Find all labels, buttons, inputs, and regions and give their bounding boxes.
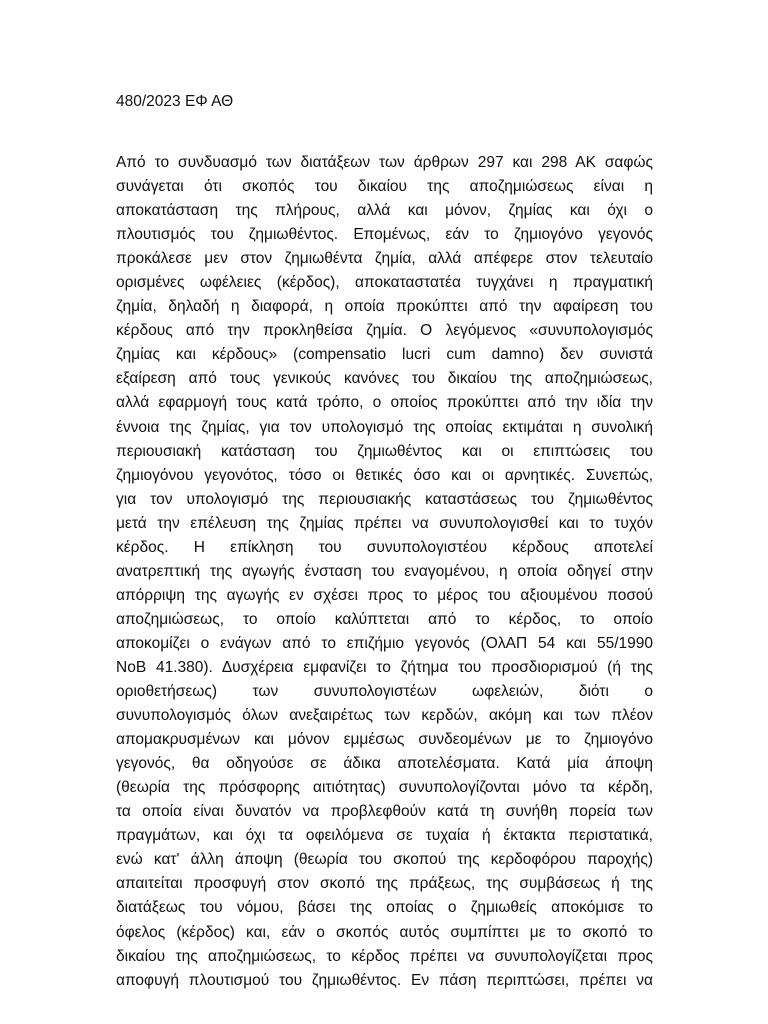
body-line: ανατρεπτική της αγωγής ένσταση του εναγομένου, η οποία οδηγεί στην xyxy=(116,562,653,580)
body-line: απόρριψη της αγωγής εν σχέσει προς το μέρος του αξιουμένου ποσού xyxy=(116,586,653,604)
body-line: διατάξεως του νόμου, βάσει της οποίας ο ζημιωθείς αποκόμισε το xyxy=(116,899,653,917)
body-line: αποκομίζει ο ενάγων από το επιζήμιο γεγονός (ΟλΑΠ 54 και 55/1990 xyxy=(116,634,653,652)
body-line: προκάλεσε μεν στον ζημιωθέντα ζημία, αλλά απέφερε στον τελευταίο xyxy=(116,250,653,268)
body-line: Από το συνδυασμό των διατάξεων των άρθρων 297 και 298 ΑΚ σαφώς xyxy=(116,154,653,171)
body-line: οριοθετήσεως) των συνυπολογιστέων ωφελειών, διότι ο xyxy=(116,683,653,701)
body-line: δικαίου της αποζημιώσεως, το κέρδος πρέπει να συνυπολογίζεται προς xyxy=(116,947,653,965)
body-line: συνάγεται ότι σκοπός του δικαίου της αποζημιώσεως είναι η xyxy=(116,178,653,196)
body-line: γεγονός, θα οδηγούσε σε άδικα αποτελέσματα. Κατά μία άποψη xyxy=(116,755,653,773)
body-line: τα οποία είναι δυνατόν να προβλεφθούν κατά τη συνήθη πορεία των xyxy=(116,803,653,821)
body-line: κέρδους από την προκληθείσα ζημία. Ο λεγόμενος «συνυπολογισμός xyxy=(116,322,653,340)
body-line: ΝοΒ 41.380). Δυσχέρεια εμφανίζει το ζήτημα του προσδιορισμού (ή της xyxy=(116,658,653,676)
body-line: ζημία, δηλαδή η διαφορά, η οποία προκύπτει από την αφαίρεση του xyxy=(116,298,653,316)
body-line: (θεωρία της πρόσφορης αιτιότητας) συνυπολογίζονται μόνο τα κέρδη, xyxy=(116,779,653,797)
body-line: αποζημιώσεως, το οποίο καλύπτεται από το κέρδος, το οποίο xyxy=(116,610,653,628)
body-line: συνυπολογισμός όλων ανεξαιρέτως των κερδών, ακόμη και των πλέον xyxy=(116,707,653,725)
body-line: πλουτισμός του ζημιωθέντος. Επομένως, εάν το ζημιογόνο γεγονός xyxy=(116,226,653,244)
body-line: ζημιογόνου γεγονότος, τόσο οι θετικές όσο και οι αρνητικές. Συνεπώς, xyxy=(116,466,653,484)
body-line: ορισμένες ωφέλειες (κέρδος), αποκαταστατέα τυγχάνει η πραγματική xyxy=(116,274,653,292)
body-line: περιουσιακή κατάσταση του ζημιωθέντος και οι επιπτώσεις του xyxy=(116,442,653,460)
body-line: ενώ κατ' άλλη άποψη (θεωρία του σκοπού της κερδοφόρου παροχής) xyxy=(116,851,653,869)
body-line: πραγμάτων, και όχι τα οφειλόμενα σε τυχαία ή έκτακτα περιστατικά, xyxy=(116,827,653,845)
body-line: έννοια της ζημίας, για τον υπολογισμό της οποίας εκτιμάται η συνολική xyxy=(116,418,653,436)
document-body xyxy=(116,151,653,993)
body-line: απομακρυσμένων και μόνον εμμέσως συνδεομένων με το ζημιογόνο xyxy=(116,731,653,749)
body-line: αλλά εφαρμογή τους κατά τρόπο, ο οποίος προκύπτει από την ιδία την xyxy=(116,394,653,412)
body-line: απαιτείται προσφυγή στον σκοπό της πράξεως, της συμβάσεως ή της xyxy=(116,875,653,893)
body-line: όφελος (κέρδος) και, εάν ο σκοπός αυτός συμπίπτει με το σκοπό το xyxy=(116,923,653,941)
body-line: ζημίας και κέρδους» (compensatio lucri cum damno) δεν συνιστά xyxy=(116,346,653,364)
body-line: για τον υπολογισμό της περιουσιακής καταστάσεως του ζημιωθέντος xyxy=(116,490,653,508)
document-title: 480/2023 ΕΦ ΑΘ xyxy=(116,93,234,110)
body-line: αποκατάσταση της πλήρους, αλλά και μόνον, ζημίας και όχι ο xyxy=(116,202,653,220)
body-line: εξαίρεση από τους γενικούς κανόνες του δικαίου της αποζημιώσεως, xyxy=(116,370,653,388)
body-line: μετά την επέλευση της ζημίας πρέπει να συνυπολογισθεί και το τυχόν xyxy=(116,514,653,532)
body-line: αποφυγή πλουτισμού του ζημιωθέντος. Εν πάση περιπτώσει, πρέπει να xyxy=(116,971,653,989)
body-line: κέρδος. Η επίκληση του συνυπολογιστέου κέρδους αποτελεί xyxy=(116,538,653,556)
